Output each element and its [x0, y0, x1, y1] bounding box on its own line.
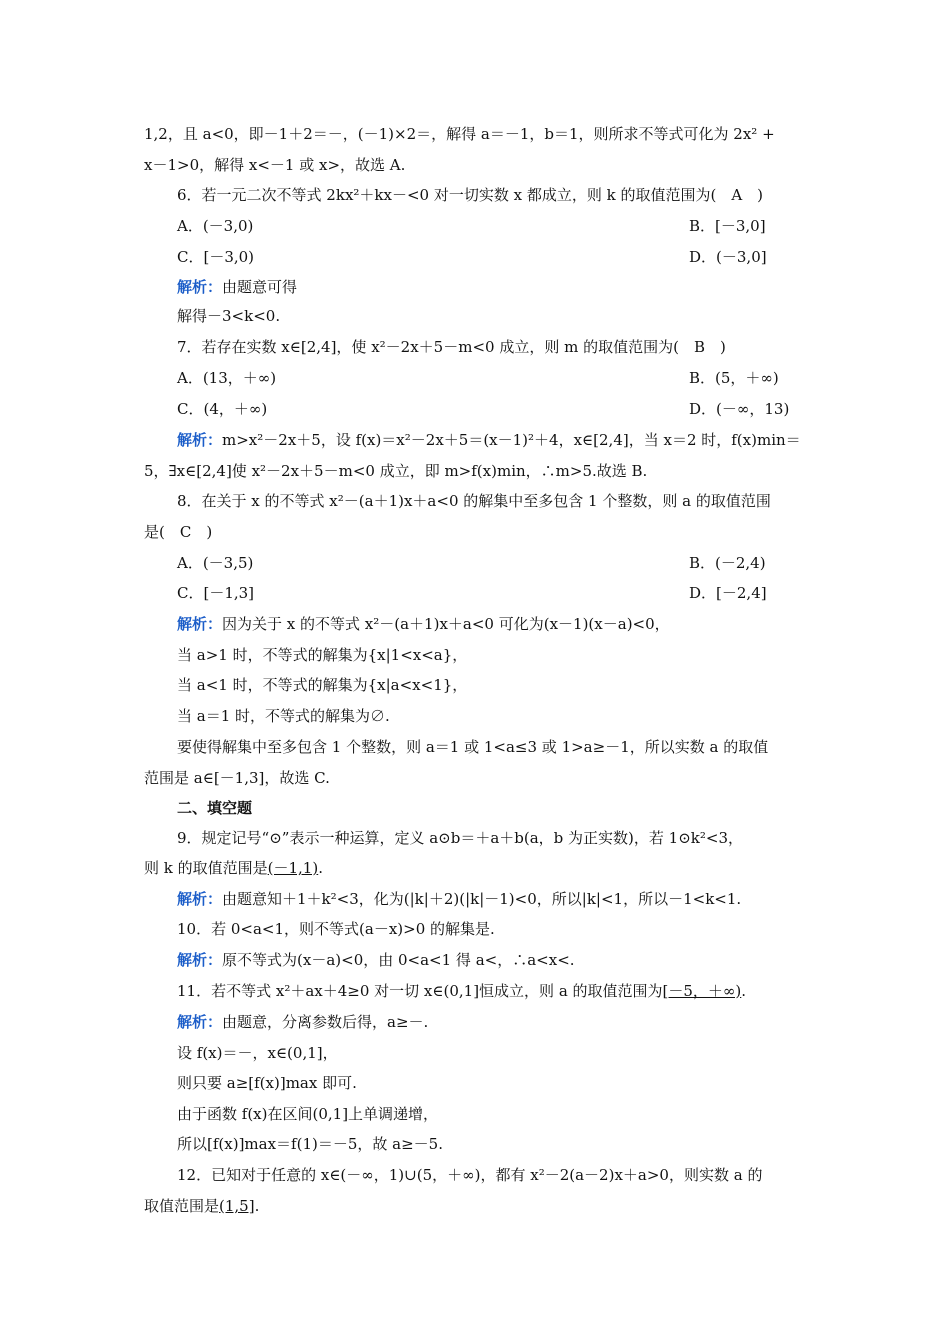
text-line: x－1>0，解得 x<－1 或 x>，故选 A.	[144, 156, 406, 174]
text-line: 范围是 a∈[－1,3]，故选 C.	[144, 769, 330, 787]
analysis-label: 解析：	[177, 951, 223, 969]
section-heading: 二、填空题	[177, 799, 253, 817]
text-line	[144, 856, 814, 880]
text-line: 5，∃x∈[2,4]使 x²－2x＋5－m<0 成立，即 m>f(x)min，∴m>5.故选 B.	[144, 462, 648, 480]
text-line: 当 a<1 时，不等式的解集为{x|a<x<1}，	[177, 676, 468, 694]
option-c: C．[－1,3]	[177, 584, 255, 602]
text-line: 是( C )	[144, 523, 213, 541]
analysis-text: 由题意可得	[222, 278, 298, 296]
analysis-text: m>x²－2x＋5，设 f(x)＝x²－2x＋5＝(x－1)²＋4，x∈[2,4]，当 x＝2 时，f(x)min＝	[222, 431, 801, 449]
text-line: 1,2，且 a<0，即－1＋2＝－，(－1)×2＝，解得 a＝－1，b＝1，则所求不等式可化为 2x² +	[144, 125, 775, 143]
option-b: B．(－2,4)	[689, 554, 766, 572]
question-10: 10．若 0<a<1，则不等式(a－x)>0 的解集是.	[177, 920, 495, 938]
question-12: 12．已知对于任意的 x∈(－∞，1)∪(5，＋∞)，都有 x²－2(a－2)x＋a>0，则实数 a 的	[177, 1166, 763, 1184]
analysis-line	[177, 887, 847, 911]
option-d: D．(－∞，13)	[689, 400, 790, 418]
option-d: D．(－3,0]	[689, 248, 767, 266]
analysis-label: 解析：	[177, 890, 223, 908]
analysis-label: 解析：	[177, 431, 223, 449]
analysis-line	[177, 275, 847, 299]
analysis-label: 解析：	[177, 1013, 223, 1031]
analysis-text: 原不等式为(x－a)<0，由 0<a<1 得 a<，∴a<x<.	[222, 951, 575, 969]
answer-blank: (－1,1)	[267, 859, 319, 877]
question-11	[177, 979, 847, 1003]
text-line: 由于函数 f(x)在区间(0,1]上单调递增，	[177, 1105, 439, 1123]
option-d: D．[－2,4]	[689, 584, 767, 602]
analysis-line	[177, 948, 847, 972]
options-row	[177, 214, 847, 238]
analysis-line	[177, 428, 847, 452]
analysis-text: 由题意知＋1＋k²<3，化为(|k|＋2)(|k|－1)<0，所以|k|<1，所以－1<k<1.	[222, 890, 742, 908]
text: .	[318, 859, 323, 877]
analysis-text: 由题意，分离参数后得，a≥－.	[222, 1013, 429, 1031]
option-a: A．(－3,5)	[177, 554, 254, 572]
text-line	[144, 1194, 814, 1218]
options-row	[177, 366, 847, 390]
text: 11．若不等式 x²＋ax＋4≥0 对一切 x∈(0,1]恒成立，则 a 的取值范围为	[177, 982, 663, 1000]
option-b: B．(5，＋∞)	[689, 369, 779, 387]
question-8: 8．在关于 x 的不等式 x²－(a＋1)x＋a<0 的解集中至多包含 1 个整数，则 a 的取值范围	[177, 492, 771, 510]
text-line: 解得－3<k<0.	[177, 307, 281, 325]
text: 则 k 的取值范围是	[144, 859, 268, 877]
option-c: C．[－3,0)	[177, 248, 255, 266]
option-a: A．(－3,0)	[177, 217, 254, 235]
analysis-line	[177, 612, 847, 636]
answer-blank: [－5，＋∞)	[662, 982, 742, 1000]
text-line: 当 a>1 时，不等式的解集为{x|1<x<a}，	[177, 646, 468, 664]
text: 取值范围是	[144, 1197, 220, 1215]
text-line: 要使得解集中至多包含 1 个整数，则 a＝1 或 1<a≤3 或 1>a≥－1，所以实数 a 的取值	[177, 738, 769, 756]
text: .	[741, 982, 747, 1000]
options-row	[177, 581, 847, 605]
analysis-text: 因为关于 x 的不等式 x²－(a＋1)x＋a<0 可化为(x－1)(x－a)<0，	[222, 615, 670, 633]
options-row	[177, 245, 847, 269]
text-line: 设 f(x)＝－，x∈(0,1]，	[177, 1044, 338, 1062]
text: .	[254, 1197, 260, 1215]
text-line: 则只要 a≥[f(x)]max 即可.	[177, 1074, 357, 1092]
text-line: 当 a＝1 时，不等式的解集为∅.	[177, 707, 390, 725]
text-line: 所以[f(x)]max＝f(1)＝－5，故 a≥－5.	[177, 1135, 443, 1153]
options-row	[177, 397, 847, 421]
analysis-label: 解析：	[177, 615, 223, 633]
option-a: A．(13，＋∞)	[177, 369, 277, 387]
option-c: C．(4，＋∞)	[177, 400, 268, 418]
answer-blank: (1,5]	[219, 1197, 255, 1215]
option-b: B．[－3,0]	[689, 217, 766, 235]
analysis-label: 解析：	[177, 278, 223, 296]
analysis-line	[177, 1010, 847, 1034]
question-9: 9．规定记号“⊙”表示一种运算，定义 a⊙b＝＋a＋b(a，b 为正实数)，若 1⊙k²<3，	[177, 829, 743, 847]
question-6: 6．若一元二次不等式 2kx²＋kx－<0 对一切实数 x 都成立，则 k 的取值范围为( A )	[177, 186, 764, 204]
question-7: 7．若存在实数 x∈[2,4]，使 x²－2x＋5－m<0 成立，则 m 的取值范围为( B )	[177, 338, 726, 356]
options-row	[177, 551, 847, 575]
